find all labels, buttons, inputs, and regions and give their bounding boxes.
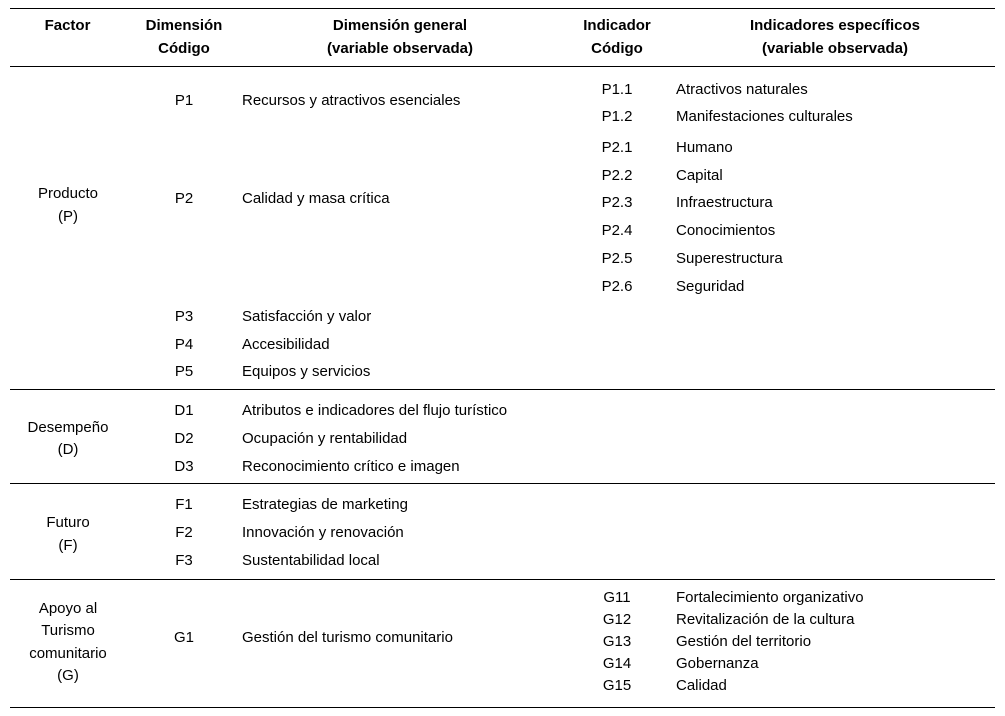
header-indicators-specific-line2: (variable observada) (762, 40, 908, 57)
header-dimension-general-line2: (variable observada) (327, 40, 473, 57)
dimension-code: F3 (175, 552, 193, 569)
dimension-name: Accesibilidad (242, 336, 330, 353)
dimension-code: P2 (174, 190, 194, 207)
factor-performance-code: (D) (57, 441, 79, 458)
indicator-name: Seguridad (676, 278, 745, 295)
indicator-code: P2.3 (601, 194, 633, 211)
dimension-code: P1 (174, 92, 194, 109)
factor-support-code: (G) (57, 667, 79, 684)
dimension-code: D3 (174, 458, 194, 475)
indicator-code: P2.6 (601, 278, 633, 295)
indicator-code: P2.5 (601, 250, 633, 267)
indicator-code: P2.2 (601, 167, 633, 184)
indicator-name: Atractivos naturales (676, 81, 808, 98)
indicator-name: Gestión del territorio (676, 633, 812, 650)
indicator-code: G15 (602, 677, 632, 694)
factor-future-code: (F) (58, 537, 78, 554)
table-bottom-rule (10, 707, 995, 708)
dimension-name: Atributos e indicadores del flujo turístico (242, 402, 508, 419)
dimension-name: Recursos y atractivos esenciales (242, 92, 461, 109)
factor-support-label-line1: Apoyo al (38, 600, 98, 617)
indicator-name: Gobernanza (676, 655, 759, 672)
dimension-code: G1 (173, 629, 194, 646)
indicator-name: Capital (676, 167, 723, 184)
indicator-name: Manifestaciones culturales (676, 108, 853, 125)
indicator-name: Infraestructura (676, 194, 773, 211)
header-bottom-rule (10, 66, 995, 67)
indicator-code: G12 (602, 611, 632, 628)
dimension-name: Innovación y renovación (242, 524, 404, 541)
indicator-code: G14 (602, 655, 632, 672)
dimension-name: Reconocimiento crítico e imagen (242, 458, 460, 475)
header-indicators-specific-line1: Indicadores específicos (749, 17, 921, 34)
dimension-name: Gestión del turismo comunitario (242, 629, 453, 646)
indicator-code: P2.1 (601, 139, 633, 156)
dimension-code: D1 (174, 402, 194, 419)
dimension-name: Calidad y masa crítica (242, 190, 390, 207)
dimension-code: D2 (174, 430, 194, 447)
indicator-name: Revitalización de la cultura (676, 611, 855, 628)
dimension-code: P4 (174, 336, 194, 353)
factor-product-label: Producto (37, 185, 99, 202)
indicator-name: Conocimientos (676, 222, 776, 239)
indicator-name: Fortalecimiento organizativo (676, 589, 864, 606)
factor-product-code: (P) (58, 208, 78, 225)
indicator-code: G11 (603, 589, 631, 606)
product-section-rule (10, 389, 995, 390)
dimension-name: Ocupación y rentabilidad (242, 430, 408, 447)
factor-support-label-line3: comunitario (29, 645, 107, 662)
factor-performance-label: Desempeño (27, 419, 109, 436)
indicator-code: P1.1 (601, 81, 633, 98)
dimension-code: P3 (174, 308, 194, 325)
indicator-code: P2.4 (601, 222, 633, 239)
indicator-name: Humano (676, 139, 733, 156)
future-section-rule (10, 579, 995, 580)
factor-future-label: Futuro (46, 514, 90, 531)
header-indicator-code-line1: Indicador (583, 17, 651, 34)
factor-support-label-line2: Turismo (41, 622, 95, 639)
dimension-name: Estrategias de marketing (242, 496, 408, 513)
dimension-code: P5 (174, 363, 194, 380)
dimension-name: Sustentabilidad local (242, 552, 380, 569)
dimension-name: Satisfacción y valor (242, 308, 372, 325)
header-indicator-code-line2: Código (591, 40, 643, 57)
header-dimension-code-line2: Código (158, 40, 210, 57)
dimension-name: Equipos y servicios (242, 363, 371, 380)
indicator-name: Superestructura (676, 250, 783, 267)
indicator-code: P1.2 (601, 108, 633, 125)
header-factor: Factor (44, 17, 91, 34)
indicator-name: Calidad (676, 677, 727, 694)
header-dimension-code-line1: Dimensión (145, 17, 223, 34)
dimension-code: F2 (175, 524, 193, 541)
dimension-code: F1 (175, 496, 193, 513)
indicator-code: G13 (602, 633, 632, 650)
table-top-rule (10, 8, 995, 9)
header-dimension-general-line1: Dimensión general (332, 17, 468, 34)
performance-section-rule (10, 483, 995, 484)
